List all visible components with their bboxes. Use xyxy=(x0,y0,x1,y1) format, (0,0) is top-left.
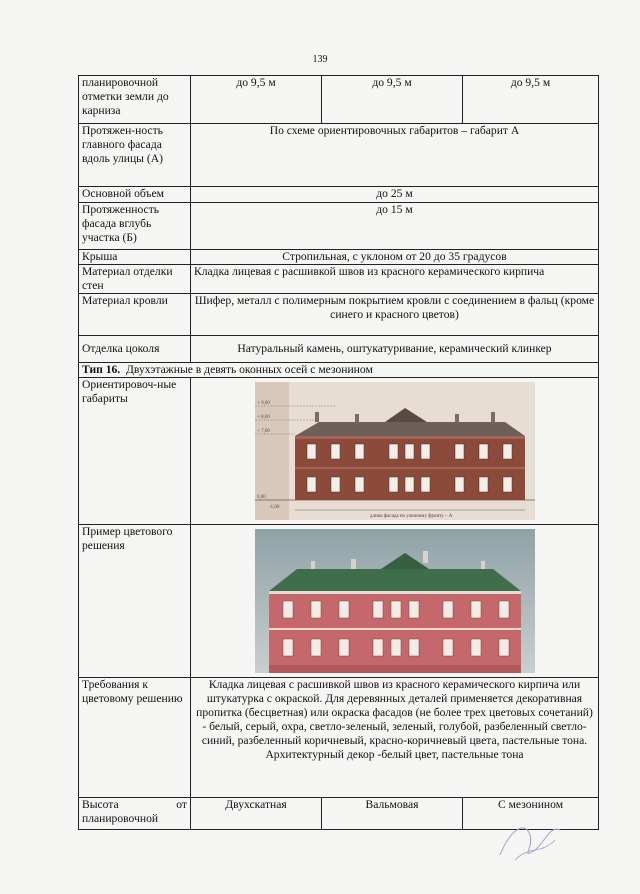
height-value-2: до 9,5 м xyxy=(322,76,463,124)
roofing-label: Материал кровли xyxy=(79,294,191,336)
height-from-label xyxy=(79,798,191,830)
depth-label: Протяженность фасада вглубь участка (Б) xyxy=(79,203,191,250)
signature-image xyxy=(490,800,570,870)
dims-image-cell xyxy=(191,378,599,525)
type16-title: Двухэтажные в девять оконных осей с мезонином xyxy=(126,363,373,376)
color-label: Пример цветового решения xyxy=(79,525,191,678)
walls-value: Кладка лицевая с расшивкой швов из красного керамического кирпича xyxy=(191,265,599,294)
req-label: Требования к цветовому решению xyxy=(79,678,191,798)
plinth-label: Отделка цоколя xyxy=(79,336,191,363)
from-word: от xyxy=(176,798,187,811)
walls-label: Материал отделки стен xyxy=(79,265,191,294)
height-value-3: до 9,5 м xyxy=(463,76,599,124)
roof-label: Крыша xyxy=(79,250,191,265)
dims-label: Ориентировоч-ные габариты xyxy=(79,378,191,525)
height-value-1: до 9,5 м xyxy=(191,76,322,124)
table-row xyxy=(79,250,599,265)
color-image-cell xyxy=(191,525,599,678)
table-row xyxy=(79,678,599,798)
roof-value: Стропильная, с уклоном от 20 до 35 градусов xyxy=(191,250,599,265)
table-row xyxy=(79,265,599,294)
req-value: Кладка лицевая с расшивкой швов из красного керамического кирпича или штукатурка с окраской. Для деревянных деталей применяется декоративная пропитка (бесцветная) или окраска фасадов (не более трех цветовых сочетаний) - белый, серый, охра, светло-зеленый, зеленый, голубой, разбеленный светло-синий, разбеленный коричневый, красно-коричневый цвета, пастельные тона. Архитектурный декор -белый цвет, пастельные тона xyxy=(191,678,599,798)
table-row xyxy=(79,378,599,525)
mark-2: + 8,00 xyxy=(256,415,270,420)
mark-3: + 7,00 xyxy=(256,429,270,434)
height-word: Высота xyxy=(82,798,119,811)
mark-1: + 9,00 xyxy=(256,401,270,406)
type16-heading xyxy=(79,363,599,378)
roof-type-1: Двухскатная xyxy=(191,798,322,830)
page-number: 139 xyxy=(312,54,328,65)
table-row xyxy=(79,336,599,363)
mark-4: 0,00 xyxy=(256,495,266,500)
table-row xyxy=(79,76,599,124)
table-row xyxy=(79,203,599,250)
roof-type-3: С мезонином xyxy=(463,798,599,830)
planning-word: планировочной xyxy=(82,812,159,825)
volume-label: Основной объем xyxy=(79,187,191,203)
type16-number: Тип 16. xyxy=(82,363,121,376)
roof-type-2: Вальмовая xyxy=(322,798,463,830)
table-row xyxy=(79,363,599,378)
height-label: планировочной отметки земли до карниза xyxy=(79,76,191,124)
table-row xyxy=(79,294,599,336)
table-row xyxy=(79,187,599,203)
spec-table xyxy=(78,75,599,830)
facade-drawing-image xyxy=(255,382,535,520)
mark-5: -1,00 xyxy=(268,505,279,510)
volume-value: до 25 м xyxy=(191,187,599,203)
facade-color-image xyxy=(255,529,535,673)
dims-caption: длина фасада по уличному фронту – А xyxy=(369,514,452,519)
table-row xyxy=(79,525,599,678)
depth-value: до 15 м xyxy=(191,203,599,250)
table-row xyxy=(79,124,599,187)
plinth-value: Натуральный камень, оштукатуривание, керамический клинкер xyxy=(191,336,599,363)
length-value: По схеме ориентировочных габаритов – габарит А xyxy=(191,124,599,187)
length-label: Протяжен-ность главного фасада вдоль улицы (А) xyxy=(79,124,191,187)
roofing-value: Шифер, металл с полимерным покрытием кровли с соединением в фальц (кроме синего и красного цветов) xyxy=(191,294,599,336)
